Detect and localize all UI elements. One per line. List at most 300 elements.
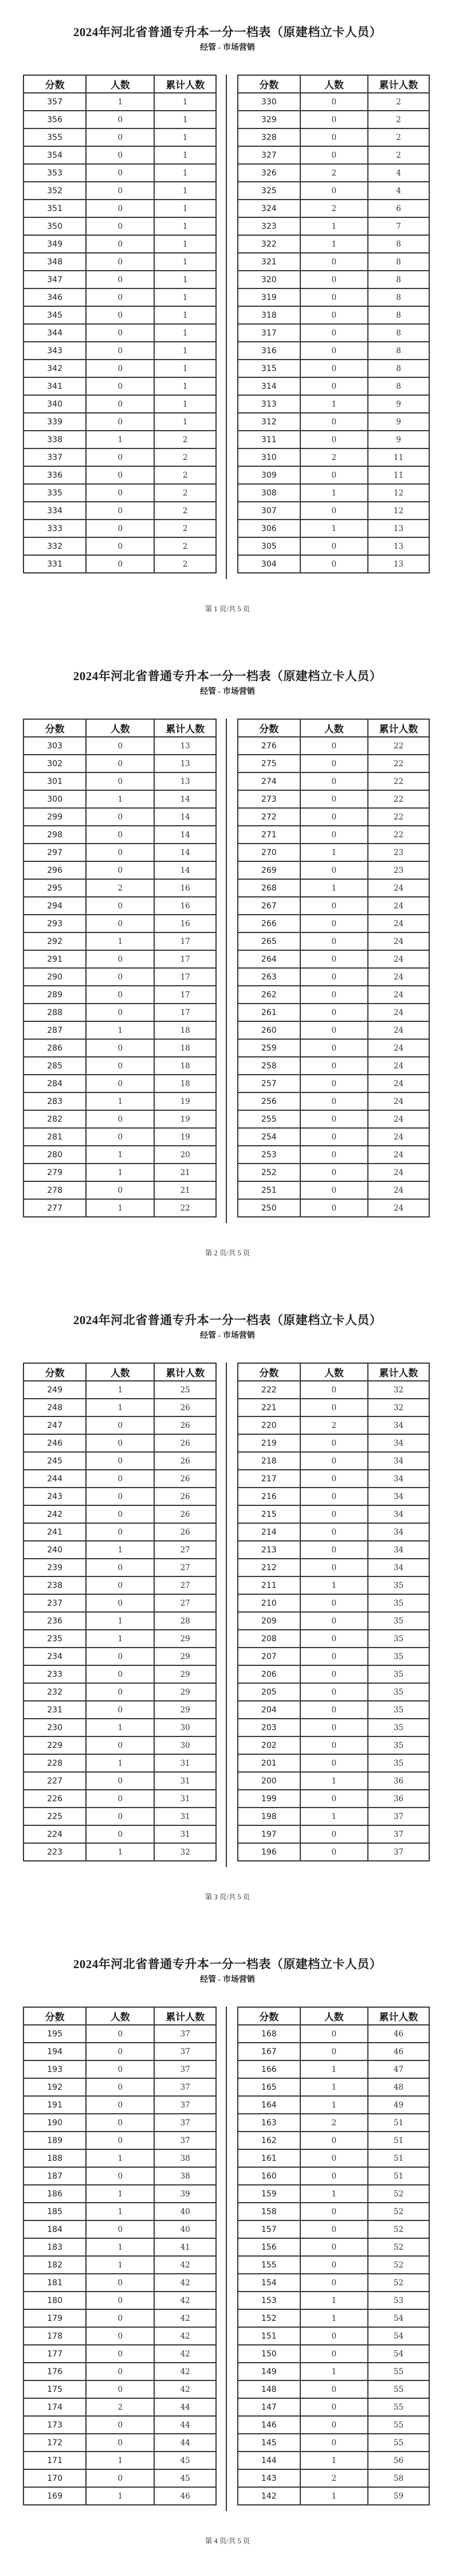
score-table-right xyxy=(237,1363,430,1861)
count-cell: 0 xyxy=(86,1470,154,1488)
count-cell: 2 xyxy=(300,164,368,182)
table-row xyxy=(238,1523,429,1541)
count-cell: 0 xyxy=(86,288,154,306)
cum-cell: 34 xyxy=(368,1505,429,1523)
score-cell: 184 xyxy=(23,2220,86,2238)
table-row xyxy=(238,2309,429,2327)
cum-cell: 37 xyxy=(154,2132,216,2149)
table-row xyxy=(238,93,429,111)
cum-cell: 25 xyxy=(154,1381,216,1399)
count-cell: 1 xyxy=(86,2256,154,2274)
table-row xyxy=(238,986,429,1004)
table-row xyxy=(23,146,216,164)
score-cell: 348 xyxy=(23,253,86,271)
table-row xyxy=(238,2256,429,2274)
cum-cell: 8 xyxy=(368,342,429,360)
cum-cell: 4 xyxy=(368,182,429,200)
score-cell: 335 xyxy=(23,484,86,502)
cum-cell: 34 xyxy=(368,1559,429,1576)
table-row xyxy=(23,1470,216,1488)
count-cell: 0 xyxy=(300,1004,368,1021)
score-cell: 345 xyxy=(23,306,86,324)
cum-cell: 35 xyxy=(368,1736,429,1754)
cum-cell: 13 xyxy=(154,755,216,772)
count-cell: 1 xyxy=(300,1808,368,1825)
table-row xyxy=(23,2132,216,2149)
cum-cell: 52 xyxy=(368,2220,429,2238)
cum-cell: 52 xyxy=(368,2185,429,2203)
score-table-right xyxy=(237,719,430,1217)
table-row xyxy=(238,342,429,360)
count-cell: 0 xyxy=(300,1488,368,1505)
count-cell: 0 xyxy=(300,2434,368,2452)
table-row xyxy=(23,2149,216,2167)
count-cell: 0 xyxy=(300,413,368,431)
column-header: 分数 xyxy=(23,75,86,93)
cum-cell: 2 xyxy=(368,111,429,128)
score-cell: 269 xyxy=(238,861,300,879)
table-row xyxy=(238,1825,429,1843)
count-cell: 0 xyxy=(300,861,368,879)
count-cell: 0 xyxy=(300,2132,368,2149)
score-cell: 209 xyxy=(238,1612,300,1630)
table-row xyxy=(238,826,429,844)
table-row xyxy=(238,755,429,772)
cum-cell: 17 xyxy=(154,1004,216,1021)
score-cell: 203 xyxy=(238,1719,300,1736)
count-cell: 2 xyxy=(300,2469,368,2487)
score-cell: 344 xyxy=(23,324,86,342)
cum-cell: 24 xyxy=(368,1181,429,1199)
count-cell: 0 xyxy=(300,1075,368,1092)
score-cell: 265 xyxy=(238,932,300,950)
score-cell: 223 xyxy=(23,1843,86,1861)
score-cell: 324 xyxy=(238,200,300,217)
table-divider xyxy=(226,719,227,1223)
cum-cell: 27 xyxy=(154,1559,216,1576)
cum-cell: 14 xyxy=(154,844,216,861)
table-row xyxy=(23,2469,216,2487)
table-row xyxy=(23,2238,216,2256)
table-row xyxy=(23,790,216,808)
cum-cell: 42 xyxy=(154,2380,216,2398)
score-cell: 234 xyxy=(23,1648,86,1665)
count-cell: 0 xyxy=(86,306,154,324)
count-cell: 1 xyxy=(300,520,368,537)
cum-cell: 8 xyxy=(368,377,429,395)
table-row xyxy=(23,932,216,950)
table-row xyxy=(238,2398,429,2416)
table-row xyxy=(23,1164,216,1181)
count-cell: 0 xyxy=(300,950,368,968)
cum-cell: 20 xyxy=(154,1146,216,1164)
table-row xyxy=(23,2025,216,2043)
table-row xyxy=(238,200,429,217)
table-row xyxy=(238,1559,429,1576)
count-cell: 0 xyxy=(86,1505,154,1523)
cum-cell: 17 xyxy=(154,968,216,986)
page-2 xyxy=(0,644,455,1288)
score-cell: 340 xyxy=(23,395,86,413)
table-row xyxy=(23,1128,216,1146)
score-cell: 317 xyxy=(238,324,300,342)
table-row xyxy=(238,146,429,164)
table-row xyxy=(238,932,429,950)
cum-cell: 27 xyxy=(154,1576,216,1594)
table-row xyxy=(23,288,216,306)
score-cell: 312 xyxy=(238,413,300,431)
table-row xyxy=(23,1523,216,1541)
cum-cell: 47 xyxy=(368,2060,429,2078)
count-cell: 0 xyxy=(86,2078,154,2096)
count-cell: 0 xyxy=(300,1146,368,1164)
table-row xyxy=(238,1199,429,1217)
score-cell: 343 xyxy=(23,342,86,360)
cum-cell: 1 xyxy=(154,342,216,360)
count-cell: 1 xyxy=(300,2096,368,2114)
cum-cell: 24 xyxy=(368,986,429,1004)
count-cell: 1 xyxy=(300,2060,368,2078)
score-cell: 228 xyxy=(23,1754,86,1772)
table-row xyxy=(23,986,216,1004)
table-row xyxy=(23,2185,216,2203)
count-cell: 0 xyxy=(86,950,154,968)
cum-cell: 32 xyxy=(368,1399,429,1416)
score-cell: 192 xyxy=(23,2078,86,2096)
count-cell: 0 xyxy=(86,2327,154,2345)
table-row xyxy=(23,555,216,573)
column-header: 人数 xyxy=(300,75,368,93)
count-cell: 1 xyxy=(300,2363,368,2380)
table-row xyxy=(238,2416,429,2434)
table-row xyxy=(23,897,216,915)
score-cell: 338 xyxy=(23,431,86,448)
page-title: 2024年河北省普通专升本一分一档表（原建档立卡人员） xyxy=(73,1957,382,1971)
score-cell: 313 xyxy=(238,395,300,413)
score-cell: 245 xyxy=(23,1452,86,1470)
cum-cell: 13 xyxy=(368,520,429,537)
table-row xyxy=(238,1843,429,1861)
score-cell: 306 xyxy=(238,520,300,537)
table-row xyxy=(238,2327,429,2345)
count-cell: 1 xyxy=(300,879,368,897)
page-4 xyxy=(0,1932,455,2576)
table-row xyxy=(238,2096,429,2114)
cum-cell: 37 xyxy=(368,1843,429,1861)
cum-cell: 24 xyxy=(368,1004,429,1021)
cum-cell: 2 xyxy=(368,93,429,111)
table-row xyxy=(238,2185,429,2203)
cum-cell: 22 xyxy=(368,755,429,772)
count-cell: 1 xyxy=(86,1146,154,1164)
table-row xyxy=(238,2167,429,2185)
cum-cell: 51 xyxy=(368,2132,429,2149)
table-row xyxy=(238,2469,429,2487)
table-row xyxy=(238,1488,429,1505)
cum-cell: 44 xyxy=(154,2398,216,2416)
cum-cell: 24 xyxy=(368,1039,429,1057)
score-cell: 337 xyxy=(23,448,86,466)
table-row xyxy=(238,235,429,253)
score-cell: 177 xyxy=(23,2345,86,2363)
count-cell: 0 xyxy=(300,1736,368,1754)
score-cell: 159 xyxy=(238,2185,300,2203)
score-cell: 172 xyxy=(23,2434,86,2452)
count-cell: 0 xyxy=(300,2238,368,2256)
score-table-left xyxy=(23,1363,217,1861)
column-header: 分数 xyxy=(238,2007,300,2025)
count-cell: 0 xyxy=(300,755,368,772)
cum-cell: 1 xyxy=(154,288,216,306)
cum-cell: 30 xyxy=(154,1736,216,1754)
count-cell: 0 xyxy=(86,2096,154,2114)
score-cell: 349 xyxy=(23,235,86,253)
table-row xyxy=(23,2398,216,2416)
score-cell: 309 xyxy=(238,466,300,484)
table-row xyxy=(23,235,216,253)
count-cell: 0 xyxy=(86,555,154,573)
count-cell: 0 xyxy=(86,1576,154,1594)
cum-cell: 18 xyxy=(154,1075,216,1092)
count-cell: 0 xyxy=(300,2149,368,2167)
cum-cell: 24 xyxy=(368,1146,429,1164)
table-row xyxy=(238,520,429,537)
cum-cell: 1 xyxy=(154,324,216,342)
cum-cell: 42 xyxy=(154,2256,216,2274)
cum-cell: 29 xyxy=(154,1630,216,1648)
table-row xyxy=(238,2043,429,2060)
cum-cell: 1 xyxy=(154,306,216,324)
score-cell: 287 xyxy=(23,1021,86,1039)
cum-cell: 55 xyxy=(368,2398,429,2416)
count-cell: 0 xyxy=(300,1701,368,1719)
score-cell: 241 xyxy=(23,1523,86,1541)
score-cell: 150 xyxy=(238,2345,300,2363)
cum-cell: 31 xyxy=(154,1772,216,1790)
score-cell: 260 xyxy=(238,1021,300,1039)
score-cell: 213 xyxy=(238,1541,300,1559)
count-cell: 1 xyxy=(86,2203,154,2220)
cum-cell: 2 xyxy=(154,555,216,573)
column-header: 累计人数 xyxy=(154,719,216,737)
table-row xyxy=(238,1146,429,1164)
table-row xyxy=(23,1092,216,1110)
table-row xyxy=(23,1199,216,1217)
score-cell: 181 xyxy=(23,2274,86,2292)
count-cell: 0 xyxy=(300,1559,368,1576)
column-header: 累计人数 xyxy=(154,2007,216,2025)
cum-cell: 1 xyxy=(154,93,216,111)
score-cell: 198 xyxy=(238,1808,300,1825)
cum-cell: 41 xyxy=(154,2238,216,2256)
score-cell: 227 xyxy=(23,1772,86,1790)
count-cell: 1 xyxy=(86,2487,154,2505)
count-cell: 0 xyxy=(86,2292,154,2309)
score-cell: 247 xyxy=(23,1416,86,1434)
cum-cell: 1 xyxy=(154,253,216,271)
cum-cell: 48 xyxy=(368,2078,429,2096)
score-cell: 237 xyxy=(23,1594,86,1612)
cum-cell: 59 xyxy=(368,2487,429,2505)
table-row xyxy=(23,253,216,271)
cum-cell: 16 xyxy=(154,879,216,897)
score-cell: 161 xyxy=(238,2149,300,2167)
page-title: 2024年河北省普通专升本一分一档表（原建档立卡人员） xyxy=(73,1313,382,1327)
table-row xyxy=(23,2274,216,2292)
cum-cell: 26 xyxy=(154,1452,216,1470)
count-cell: 0 xyxy=(86,2469,154,2487)
table-row xyxy=(238,861,429,879)
cum-cell: 53 xyxy=(368,2292,429,2309)
cum-cell: 8 xyxy=(368,235,429,253)
table-row xyxy=(238,1470,429,1488)
table-row xyxy=(238,1630,429,1648)
count-cell: 0 xyxy=(86,253,154,271)
table-row xyxy=(23,755,216,772)
table-row xyxy=(23,164,216,182)
table-row xyxy=(23,1146,216,1164)
cum-cell: 44 xyxy=(154,2434,216,2452)
cum-cell: 17 xyxy=(154,986,216,1004)
score-cell: 259 xyxy=(238,1039,300,1057)
count-cell: 0 xyxy=(300,2203,368,2220)
count-cell: 1 xyxy=(86,1630,154,1648)
table-row xyxy=(23,324,216,342)
score-cell: 257 xyxy=(238,1075,300,1092)
count-cell: 0 xyxy=(300,1594,368,1612)
page-footer: 第 2 页/共 5 页 xyxy=(205,1249,250,1257)
table-row xyxy=(23,1790,216,1808)
score-table-right xyxy=(237,75,430,573)
score-cell: 319 xyxy=(238,288,300,306)
count-cell: 2 xyxy=(86,2398,154,2416)
cum-cell: 31 xyxy=(154,1790,216,1808)
count-cell: 0 xyxy=(86,1701,154,1719)
cum-cell: 26 xyxy=(154,1488,216,1505)
table-row xyxy=(238,808,429,826)
table-row xyxy=(23,1452,216,1470)
score-cell: 205 xyxy=(238,1683,300,1701)
score-cell: 308 xyxy=(238,484,300,502)
score-cell: 152 xyxy=(238,2309,300,2327)
table-row xyxy=(23,2363,216,2380)
count-cell: 1 xyxy=(86,790,154,808)
count-cell: 1 xyxy=(86,1092,154,1110)
column-header: 累计人数 xyxy=(368,75,429,93)
table-row xyxy=(23,1772,216,1790)
count-cell: 0 xyxy=(86,235,154,253)
score-cell: 165 xyxy=(238,2078,300,2096)
score-cell: 262 xyxy=(238,986,300,1004)
score-cell: 225 xyxy=(23,1808,86,1825)
cum-cell: 42 xyxy=(154,2274,216,2292)
table-row xyxy=(238,555,429,573)
score-table-left xyxy=(23,719,217,1217)
page-title: 2024年河北省普通专升本一分一档表（原建档立卡人员） xyxy=(73,669,382,683)
count-cell: 0 xyxy=(86,1434,154,1452)
table-row xyxy=(23,1648,216,1665)
column-header: 分数 xyxy=(238,1363,300,1381)
count-cell: 0 xyxy=(300,360,368,377)
table-row xyxy=(23,271,216,288)
count-cell: 0 xyxy=(86,897,154,915)
table-row xyxy=(23,1181,216,1199)
table-row xyxy=(23,1683,216,1701)
cum-cell: 1 xyxy=(154,111,216,128)
table-row xyxy=(238,2452,429,2469)
score-cell: 354 xyxy=(23,146,86,164)
count-cell: 0 xyxy=(86,968,154,986)
cum-cell: 44 xyxy=(154,2416,216,2434)
cum-cell: 29 xyxy=(154,1701,216,1719)
count-cell: 0 xyxy=(86,1128,154,1146)
count-cell: 0 xyxy=(86,2132,154,2149)
table-header-row xyxy=(238,1363,429,1381)
count-cell: 0 xyxy=(86,772,154,790)
table-row xyxy=(238,2238,429,2256)
count-cell: 0 xyxy=(86,1736,154,1754)
score-cell: 336 xyxy=(23,466,86,484)
score-cell: 293 xyxy=(23,915,86,932)
table-row xyxy=(238,1110,429,1128)
cum-cell: 38 xyxy=(154,2149,216,2167)
count-cell: 0 xyxy=(86,1039,154,1057)
cum-cell: 22 xyxy=(368,737,429,755)
cum-cell: 31 xyxy=(154,1825,216,1843)
cum-cell: 19 xyxy=(154,1128,216,1146)
score-cell: 267 xyxy=(238,897,300,915)
cum-cell: 1 xyxy=(154,235,216,253)
score-cell: 242 xyxy=(23,1505,86,1523)
score-cell: 275 xyxy=(238,755,300,772)
cum-cell: 37 xyxy=(154,2114,216,2132)
cum-cell: 34 xyxy=(368,1470,429,1488)
count-cell: 0 xyxy=(86,1825,154,1843)
table-row xyxy=(238,1790,429,1808)
score-cell: 166 xyxy=(238,2060,300,2078)
cum-cell: 49 xyxy=(368,2096,429,2114)
table-row xyxy=(23,2060,216,2078)
table-row xyxy=(23,1021,216,1039)
count-cell: 0 xyxy=(86,1075,154,1092)
count-cell: 0 xyxy=(86,2274,154,2292)
count-cell: 0 xyxy=(86,2363,154,2380)
count-cell: 0 xyxy=(300,826,368,844)
table-row xyxy=(238,1541,429,1559)
table-row xyxy=(23,1039,216,1057)
score-cell: 315 xyxy=(238,360,300,377)
score-cell: 281 xyxy=(23,1128,86,1146)
cum-cell: 26 xyxy=(154,1505,216,1523)
count-cell: 0 xyxy=(300,1825,368,1843)
table-row xyxy=(23,2345,216,2363)
count-cell: 1 xyxy=(300,217,368,235)
count-cell: 0 xyxy=(300,253,368,271)
cum-cell: 35 xyxy=(368,1683,429,1701)
count-cell: 0 xyxy=(86,342,154,360)
cum-cell: 32 xyxy=(154,1843,216,1861)
page-footer: 第 1 页/共 5 页 xyxy=(205,605,250,613)
table-row xyxy=(23,448,216,466)
score-cell: 272 xyxy=(238,808,300,826)
score-cell: 266 xyxy=(238,915,300,932)
table-row xyxy=(238,1416,429,1434)
cum-cell: 35 xyxy=(368,1648,429,1665)
cum-cell: 36 xyxy=(368,1772,429,1790)
score-cell: 218 xyxy=(238,1452,300,1470)
count-cell: 0 xyxy=(86,1452,154,1470)
table-row xyxy=(23,2327,216,2345)
